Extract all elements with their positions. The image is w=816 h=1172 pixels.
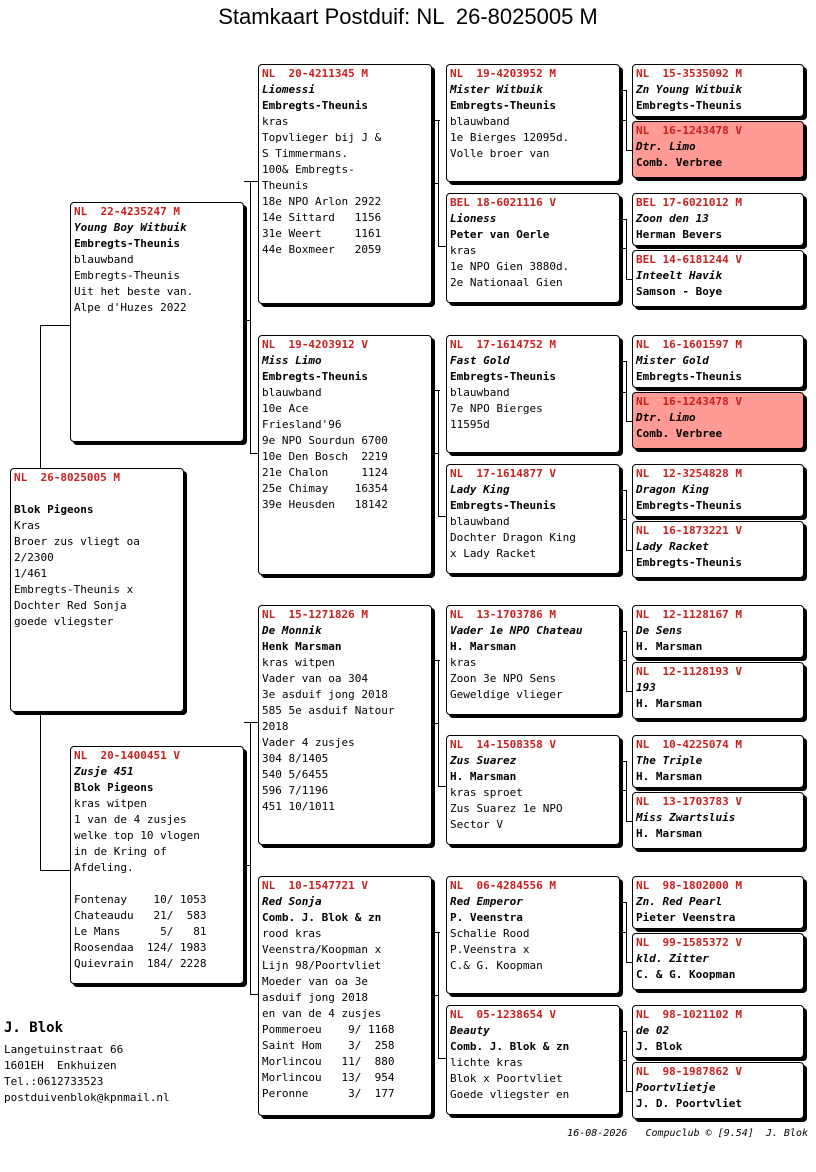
pigeon-card xyxy=(258,605,432,845)
connector-line xyxy=(620,392,626,393)
connector-line xyxy=(438,120,439,246)
pigeon-card xyxy=(632,335,804,388)
pigeon-info-line: Afdeling. xyxy=(74,861,134,874)
pigeon-owner: Henk Marsman xyxy=(262,640,342,653)
pigeon-name: Inteelt Havik xyxy=(636,269,723,282)
pigeon-info-line: asduif jong 2018 xyxy=(262,991,368,1004)
pigeon-owner: Embregts-Theunis xyxy=(636,370,742,383)
pigeon-owner: H. Marsman xyxy=(636,640,703,653)
pigeon-name: Young Boy Witbuik xyxy=(74,221,187,234)
pigeon-name: Fast Gold xyxy=(450,354,510,367)
connector-line xyxy=(40,325,41,468)
ring-number: NL 98-1987862 V xyxy=(636,1065,742,1078)
pigeon-owner: H. Marsman xyxy=(450,770,517,783)
pigeon-card xyxy=(632,735,804,788)
pigeon-info-line: blauwband xyxy=(450,515,510,528)
pigeon-info-line: Uit het beste van. xyxy=(74,285,194,298)
connector-line xyxy=(250,181,251,453)
pigeon-info-line: Lijn 98/Poortvliet xyxy=(262,959,382,972)
connector-line xyxy=(620,790,626,791)
pigeon-owner: Embregts-Theunis xyxy=(450,499,556,512)
pigeon-info-line: x Lady Racket xyxy=(450,547,537,560)
pigeon-info-line: Quievrain 184/ 2228 xyxy=(74,957,207,970)
pigeon-info-line: Blok x Poortvliet xyxy=(450,1072,563,1085)
pigeon-card xyxy=(446,64,620,182)
breeder-city: 1601EH Enkhuizen xyxy=(4,1059,117,1072)
ring-number: NL 16-1243478 V xyxy=(636,124,742,137)
connector-line xyxy=(626,1031,627,1091)
pigeon-card xyxy=(632,792,804,849)
breeder-street: Langetuinstraat 66 xyxy=(4,1043,124,1056)
pigeon-owner: Embregts-Theunis xyxy=(636,556,742,569)
ring-number: NL 98-1802000 M xyxy=(636,879,742,892)
ring-number: NL 22-4235247 M xyxy=(74,205,180,218)
pigeon-card xyxy=(632,121,804,178)
pigeon-info-line: Saint Hom 3/ 258 xyxy=(262,1039,395,1052)
connector-line xyxy=(432,183,438,184)
ring-number: NL 15-3535092 M xyxy=(636,67,742,80)
pigeon-info-line: 1e NPO Gien 3880d. xyxy=(450,260,570,273)
connector-line xyxy=(620,660,626,661)
pigeon-name: Poortvlietje xyxy=(636,1081,716,1094)
breeder-phone: Tel.:0612733523 xyxy=(4,1075,104,1088)
pigeon-card xyxy=(446,335,620,453)
pigeon-owner: Comb. Verbree xyxy=(636,427,723,440)
ring-number: BEL 18-6021116 V xyxy=(450,196,556,209)
ring-number: NL 12-3254828 M xyxy=(636,467,742,480)
pigeon-card xyxy=(632,392,804,449)
pigeon-info-line: kras xyxy=(450,244,477,257)
ring-number: NL 10-4225074 M xyxy=(636,738,742,751)
connector-line xyxy=(244,320,250,321)
breeder-name: J. Blok xyxy=(4,1020,64,1036)
connector-line xyxy=(620,932,626,933)
pigeon-card xyxy=(632,250,804,307)
connector-line xyxy=(250,722,251,994)
pigeon-info-line: kras witpen xyxy=(74,797,147,810)
connector-line xyxy=(244,722,258,723)
pigeon-info-line: Morlincou 11/ 880 xyxy=(262,1055,395,1068)
pigeon-card xyxy=(632,521,804,578)
connector-line xyxy=(250,994,258,995)
connector-line xyxy=(432,995,438,996)
pigeon-info-line: kras xyxy=(262,115,289,128)
pigeon-info-line: 25e Chimay 16354 xyxy=(262,482,388,495)
connector-line xyxy=(626,219,627,279)
pigeon-name: Dragon King xyxy=(636,483,709,496)
pigeon-name: Zn. Red Pearl xyxy=(636,895,723,908)
ring-number: NL 19-4203952 M xyxy=(450,67,556,80)
pigeon-info-line xyxy=(74,876,240,892)
print-footer: 16-08-2026 Compuclub © [9.54] J. Blok xyxy=(567,1128,808,1139)
pigeon-info-line: 100& Embregts- xyxy=(262,163,355,176)
pigeon-card xyxy=(446,1005,620,1115)
pigeon-owner: H. Marsman xyxy=(636,827,703,840)
pigeon-name: Dtr. Limo xyxy=(636,140,696,153)
ring-number: NL 14-1508358 V xyxy=(450,738,556,751)
pigeon-info-line: 451 10/1011 xyxy=(262,800,335,813)
pigeon-info-line: Chateaudu 21/ 583 xyxy=(74,909,207,922)
connector-line xyxy=(438,660,439,786)
pigeon-info-line: Le Mans 5/ 81 xyxy=(74,925,207,938)
pigeon-info-line: Friesland'96 xyxy=(262,418,342,431)
pigeon-info-line: goede vliegster xyxy=(14,615,114,628)
pigeon-info-line: Topvlieger bij J & xyxy=(262,131,382,144)
breeder-email: postduivenblok@kpnmail.nl xyxy=(4,1091,170,1104)
pigeon-name: kld. Zitter xyxy=(636,952,709,965)
pigeon-card xyxy=(70,746,244,984)
connector-line xyxy=(620,519,626,520)
pigeon-info-line: Vader van oa 304 xyxy=(262,672,368,685)
pigeon-info-line: Kras xyxy=(14,519,41,532)
pigeon-name: de 02 xyxy=(636,1024,670,1037)
pigeon-owner: Herman Bevers xyxy=(636,228,723,241)
pigeon-info-line: Dochter Dragon King xyxy=(450,531,576,544)
connector-line xyxy=(244,865,250,866)
pigeon-owner: H. Marsman xyxy=(636,697,703,710)
pigeon-info-line: lichte kras xyxy=(450,1056,523,1069)
pigeon-info-line: Morlincou 13/ 954 xyxy=(262,1071,395,1084)
pigeon-card xyxy=(258,64,432,304)
pigeon-owner: Pieter Veenstra xyxy=(636,911,736,924)
pigeon-owner: Comb. J. Blok & zn xyxy=(262,911,382,924)
pigeon-card xyxy=(632,1005,804,1058)
pigeon-owner: Embregts-Theunis xyxy=(636,499,742,512)
pigeon-info-line: Theunis xyxy=(262,179,309,192)
pigeon-card xyxy=(446,735,620,845)
pigeon-info-line: 39e Heusden 18142 xyxy=(262,498,388,511)
pigeon-name: Mister Gold xyxy=(636,354,709,367)
pigeon-info-line: Moeder van oa 3e xyxy=(262,975,368,988)
pigeon-name: Zoon den 13 xyxy=(636,212,709,225)
ring-number: NL 13-1703786 M xyxy=(450,608,556,621)
pigeon-info-line: 14e Sittard 1156 xyxy=(262,211,382,224)
pigeon-name: Red Emperor xyxy=(450,895,523,908)
pigeon-owner: Embregts-Theunis xyxy=(262,370,368,383)
pigeon-name: De Sens xyxy=(636,624,683,637)
pigeon-info-line: welke top 10 vlogen xyxy=(74,829,200,842)
pigeon-info-line: 1 van de 4 zusjes xyxy=(74,813,187,826)
pigeon-info-line: blauwband xyxy=(450,386,510,399)
pigeon-info-line: Peronne 3/ 177 xyxy=(262,1087,395,1100)
pigeon-info-line: 540 5/6455 xyxy=(262,768,329,781)
pigeon-info-line: Pommeroeu 9/ 1168 xyxy=(262,1023,395,1036)
connector-line xyxy=(244,181,258,182)
pigeon-card xyxy=(632,876,804,929)
pigeon-owner: Samson - Boye xyxy=(636,285,723,298)
pigeon-name: Liomessi xyxy=(262,83,315,96)
ring-number: NL 17-1614877 V xyxy=(450,467,556,480)
pigeon-info-line: 44e Boxmeer 2059 xyxy=(262,243,382,256)
connector-line xyxy=(438,786,446,787)
pigeon-info-line: Sector V xyxy=(450,818,503,831)
ring-number: NL 20-4211345 M xyxy=(262,67,368,80)
pigeon-name: Mister Witbuik xyxy=(450,83,543,96)
pigeon-card xyxy=(632,662,804,719)
pigeon-owner: Embregts-Theunis xyxy=(262,99,368,112)
pigeon-info-line: Vader 4 zusjes xyxy=(262,736,355,749)
pigeon-name: Vader 1e NPO Chateau xyxy=(450,624,583,637)
pigeon-info-line: rood kras xyxy=(262,927,322,940)
pigeon-info-line: blauwband xyxy=(262,386,322,399)
pigeon-info-line: Zoon 3e NPO Sens xyxy=(450,672,556,685)
pigeon-info-line: in de Kring of xyxy=(74,845,167,858)
pigeon-card xyxy=(632,1062,804,1119)
pigeon-info-line: Broer zus vliegt oa xyxy=(14,535,140,548)
pigeon-name: Lady King xyxy=(450,483,510,496)
breeder-info xyxy=(4,1018,170,1106)
ring-number: NL 12-1128193 V xyxy=(636,665,742,678)
pigeon-name: Zus Suarez xyxy=(450,754,517,767)
pigeon-card xyxy=(632,193,804,246)
ring-number: NL 16-1873221 V xyxy=(636,524,742,537)
pigeon-name: Red Sonja xyxy=(262,895,322,908)
pigeon-card xyxy=(446,464,620,574)
connector-line xyxy=(626,902,627,962)
pigeon-name: Lady Racket xyxy=(636,540,709,553)
ring-number: NL 12-1128167 M xyxy=(636,608,742,621)
pigeon-info-line: 3e asduif jong 2018 xyxy=(262,688,388,701)
pigeon-owner: J. Blok xyxy=(636,1040,683,1053)
connector-line xyxy=(438,1058,446,1059)
ring-number: NL 15-1271826 M xyxy=(262,608,368,621)
pigeon-owner: H. Marsman xyxy=(450,640,517,653)
ring-number: NL 05-1238654 V xyxy=(450,1008,556,1021)
pigeon-info-line: Volle broer van xyxy=(450,147,550,160)
pigeon-owner: Comb. J. Blok & zn xyxy=(450,1040,570,1053)
pigeon-owner: Blok Pigeons xyxy=(14,503,94,516)
pigeon-info-line: Goede vliegster en xyxy=(450,1088,570,1101)
pigeon-card xyxy=(446,876,620,994)
pigeon-info-line: blauwband xyxy=(450,115,510,128)
pigeon-info-line: Embregts-Theunis x xyxy=(14,583,134,596)
pigeon-name: Miss Zwartsluis xyxy=(636,811,736,824)
pigeon-info-line: C.& G. Koopman xyxy=(450,959,543,972)
pigeon-info-line: 31e Weert 1161 xyxy=(262,227,382,240)
pigeon-info-line: P.Veenstra x xyxy=(450,943,530,956)
pigeon-info-line: 7e NPO Bierges xyxy=(450,402,543,415)
ring-number: NL 19-4203912 V xyxy=(262,338,368,351)
pigeon-owner: Embregts-Theunis xyxy=(450,370,556,383)
ring-number: NL 10-1547721 V xyxy=(262,879,368,892)
connector-line xyxy=(40,325,70,326)
ring-number: NL 20-1400451 V xyxy=(74,749,180,762)
pigeon-card xyxy=(632,933,804,990)
connector-line xyxy=(438,390,439,516)
pigeon-card xyxy=(632,64,804,117)
pigeon-name: Zusje 451 xyxy=(74,765,134,778)
pigeon-owner: Embregts-Theunis xyxy=(450,99,556,112)
pigeon-owner: Comb. Verbree xyxy=(636,156,723,169)
pigeon-owner: Embregts-Theunis xyxy=(636,99,742,112)
pigeon-info-line: Zus Suarez 1e NPO xyxy=(450,802,563,815)
ring-number: BEL 17-6021012 M xyxy=(636,196,742,209)
pigeon-info-line: Veenstra/Koopman x xyxy=(262,943,382,956)
ring-number: NL 16-1243478 V xyxy=(636,395,742,408)
connector-line xyxy=(626,361,627,421)
pigeon-info-line: 304 8/1405 xyxy=(262,752,329,765)
pigeon-info-line: Geweldige vlieger xyxy=(450,688,563,701)
pigeon-name: Miss Limo xyxy=(262,354,322,367)
pigeon-name: Lioness xyxy=(450,212,497,225)
pigeon-info-line: 2018 xyxy=(262,720,289,733)
ring-number: NL 06-4284556 M xyxy=(450,879,556,892)
ring-number: NL 13-1703783 V xyxy=(636,795,742,808)
connector-line xyxy=(432,723,438,724)
ring-number: NL 99-1585372 V xyxy=(636,936,742,949)
pigeon-info-line: kras sproet xyxy=(450,786,523,799)
connector-line xyxy=(626,631,627,691)
pigeon-info-line: Fontenay 10/ 1053 xyxy=(74,893,207,906)
pigeon-name: De Monnik xyxy=(262,624,322,637)
pigeon-card xyxy=(446,605,620,715)
pigeon-card xyxy=(446,193,620,303)
pigeon-owner: C. & G. Koopman xyxy=(636,968,736,981)
pigeon-info-line: Dochter Red Sonja xyxy=(14,599,127,612)
pigeon-card xyxy=(258,876,432,1116)
pigeon-owner: Blok Pigeons xyxy=(74,781,154,794)
ring-number: NL 26-8025005 M xyxy=(14,471,120,484)
ring-number: NL 16-1601597 M xyxy=(636,338,742,351)
connector-line xyxy=(626,490,627,550)
pigeon-info-line: Schalie Rood xyxy=(450,927,530,940)
pigeon-info-line: 11595d xyxy=(450,418,490,431)
pigeon-info-line: Alpe d'Huzes 2022 xyxy=(74,301,187,314)
pigeon-owner: J. D. Poortvliet xyxy=(636,1097,742,1110)
pigeon-info-line: 2/2300 xyxy=(14,551,54,564)
connector-line xyxy=(626,761,627,821)
pigeon-owner: Peter van Oerle xyxy=(450,228,550,241)
pigeon-owner: H. Marsman xyxy=(636,770,703,783)
pigeon-info-line: Roosendaa 124/ 1983 xyxy=(74,941,207,954)
pigeon-name: 193 xyxy=(636,681,656,694)
connector-line xyxy=(40,870,70,871)
pigeon-info-line: 596 7/1196 xyxy=(262,784,329,797)
pigeon-info-line: 585 5e asduif Natour xyxy=(262,704,395,717)
pigeon-info-line: 18e NPO Arlon 2922 xyxy=(262,195,382,208)
pigeon-info-line: blauwband xyxy=(74,253,134,266)
pigeon-info-line: 1/461 xyxy=(14,567,48,580)
pigeon-info-line: 10e Ace xyxy=(262,402,309,415)
pigeon-info-line: 9e NPO Sourdun 6700 xyxy=(262,434,388,447)
pigeon-info-line: 2e Nationaal Gien xyxy=(450,276,563,289)
pigeon-name: Dtr. Limo xyxy=(636,411,696,424)
connector-line xyxy=(620,1060,626,1061)
ring-number: NL 98-1021102 M xyxy=(636,1008,742,1021)
ring-number: NL 17-1614752 M xyxy=(450,338,556,351)
pigeon-owner: P. Veenstra xyxy=(450,911,523,924)
pigeon-info-line: 10e Den Bosch 2219 xyxy=(262,450,388,463)
connector-line xyxy=(438,516,446,517)
connector-line xyxy=(620,248,626,249)
spacer xyxy=(14,486,180,502)
connector-line xyxy=(250,453,258,454)
pigeon-info-line: 21e Chalon 1124 xyxy=(262,466,388,479)
pigeon-info-line: 1e Bierges 12095d. xyxy=(450,131,570,144)
pigeon-card xyxy=(632,464,804,517)
pigeon-card xyxy=(258,335,432,575)
pigeon-info-line: S Timmermans. xyxy=(262,147,349,160)
connector-line xyxy=(626,90,627,150)
pigeon-info-line: Embregts-Theunis xyxy=(74,269,180,282)
pigeon-card xyxy=(70,202,244,442)
connector-line xyxy=(620,120,626,121)
connector-line xyxy=(438,932,439,1058)
pigeon-name: The Triple xyxy=(636,754,703,767)
pigeon-name: Zn Young Witbuik xyxy=(636,83,742,96)
page-title: Stamkaart Postduif: NL 26-8025005 M xyxy=(218,4,598,29)
pigeon-card xyxy=(10,468,184,712)
connector-line xyxy=(40,712,41,870)
pigeon-info-line: kras witpen xyxy=(262,656,335,669)
connector-line xyxy=(438,246,446,247)
ring-number: BEL 14-6181244 V xyxy=(636,253,742,266)
pigeon-info-line: kras xyxy=(450,656,477,669)
connector-line xyxy=(432,453,438,454)
pigeon-info-line: en van de 4 zusjes xyxy=(262,1007,382,1020)
pigeon-owner: Embregts-Theunis xyxy=(74,237,180,250)
pigeon-card xyxy=(632,605,804,658)
pigeon-name: Beauty xyxy=(450,1024,490,1037)
